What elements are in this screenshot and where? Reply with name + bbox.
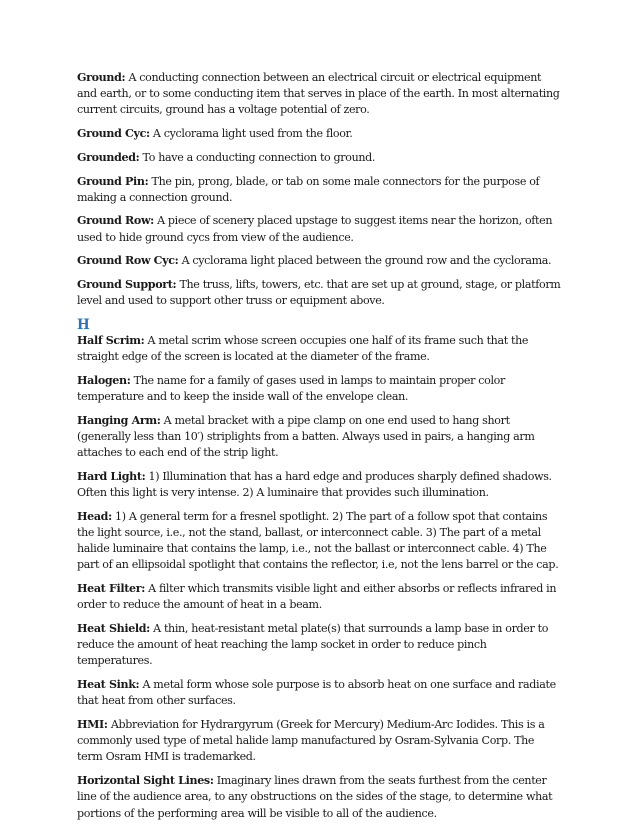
glossary-entry-hanging-arm: [77, 413, 561, 462]
entry-definition: A cyclorama light used from the floor.: [149, 127, 353, 141]
entry-definition: Abbreviation for Hydrargyrum (Greek for Mercury) Medium-Arc Iodides. This is a commonly used type of metal halide lamp manufactured by Osram-Sylvania Corp. The term Osram HMI is trademarked.: [77, 718, 545, 764]
entry-definition: The pin, prong, blade, or tab on some male connectors for the purpose of making a connection ground.: [77, 174, 540, 204]
entry-term: Head:: [77, 509, 112, 523]
glossary-entry-ground-row-cyc: [77, 253, 561, 269]
glossary-entry-horizontal-sight-lines: [77, 773, 561, 822]
glossary-entry-ground-pin: [77, 174, 561, 206]
entry-term: Ground Pin:: [77, 174, 149, 188]
entry-term: Ground Support:: [77, 278, 177, 292]
entry-term: Halogen:: [77, 373, 131, 387]
entry-term: Ground Row Cyc:: [77, 254, 179, 268]
section-heading-h: H: [77, 316, 90, 333]
entry-definition: To have a conducting connection to ground.: [139, 150, 376, 164]
glossary-entry-ground-support: [77, 277, 561, 309]
entry-definition: A piece of scenery placed upstage to suggest items near the horizon, often used to hide ground cycs from view of the audience.: [77, 214, 553, 244]
glossary-page: [77, 70, 561, 829]
entry-term: Ground Row:: [77, 214, 154, 228]
entry-definition: A conducting connection between an electrical circuit or electrical equipment and earth, or to some conducting item that serves in place of the earth. In most alternating current circuits, ground has a voltage potential of zero.: [77, 71, 560, 117]
glossary-entry-hard-light: [77, 469, 561, 501]
entry-term: Hard Light:: [77, 469, 146, 483]
glossary-entry-half-scrim: [77, 333, 561, 365]
entry-term: Heat Shield:: [77, 621, 150, 635]
glossary-entry-heat-sink: [77, 677, 561, 709]
entry-term: Heat Filter:: [77, 582, 145, 596]
glossary-entry-ground-cyc: [77, 126, 561, 142]
glossary-entry-ground: [77, 70, 561, 119]
entry-term: Hanging Arm:: [77, 413, 161, 427]
entry-definition: Imaginary lines drawn from the seats furthest from the center line of the audience area, to any obstructions on the sides of the stage, to determine what portions of the performing area will be visible to all of the audience.: [77, 774, 553, 820]
entry-definition: The truss, lifts, towers, etc. that are set up at ground, stage, or platform level and used to support other truss or equipment above.: [77, 278, 561, 308]
entry-definition: 1) Illumination that has a hard edge and produces sharply defined shadows. Often this light is very intense. 2) A luminaire that provides such illumination.: [77, 469, 552, 500]
entry-definition: A metal bracket with a pipe clamp on one end used to hang short (generally less than 10′) striplights from a batten. Always used in pairs, a hanging arm attaches to each end of the strip light.: [77, 413, 535, 460]
entry-definition: A thin, heat-resistant metal plate(s) that surrounds a lamp base in order to reduce the amount of heat reaching the lamp socket in order to reduce pinch temperatures.: [77, 621, 549, 668]
entry-definition: A filter which transmits visible light and either absorbs or reflects infrared in order to reduce the amount of heat in a beam.: [77, 582, 557, 612]
glossary-entry-head: [77, 509, 561, 574]
h-entries: [77, 333, 561, 822]
entry-term: Ground Cyc:: [77, 127, 150, 141]
glossary-entry-halogen: [77, 373, 561, 405]
g-entries: [77, 70, 561, 309]
glossary-entry-heat-filter: [77, 581, 561, 613]
entry-term: Ground:: [77, 71, 126, 84]
entry-definition: A cyclorama light placed between the ground row and the cyclorama.: [178, 254, 552, 268]
entry-term: Horizontal Sight Lines:: [77, 774, 214, 788]
glossary-entry-ground-row: [77, 213, 561, 245]
entry-term: Grounded:: [77, 150, 140, 164]
entry-definition: A metal scrim whose screen occupies one half of its frame such that the straight edge of the screen is located at the diameter of the frame.: [77, 333, 529, 364]
entry-definition: 1) A general term for a fresnel spotlight. 2) The part of a follow spot that contains the light source, i.e., not the stand, ballast, or interconnect cable. 3) The part of a metal halide luminaire that contains the lamp, i.e., not the ballast or interconnect cable. 4) The part of an ellipsoidal spotlight that contains the reflector, i.e, not the lens barrel or the cap.: [77, 509, 559, 572]
glossary-entry-grounded: [77, 150, 561, 166]
entry-definition: The name for a family of gases used in lamps to maintain proper color temperature and to keep the inside wall of the envelope clean.: [77, 373, 505, 404]
glossary-entry-heat-shield: [77, 621, 561, 670]
entry-definition: A metal form whose sole purpose is to absorb heat on one surface and radiate that heat from other surfaces.: [77, 678, 556, 708]
entry-term: Heat Sink:: [77, 678, 140, 692]
entry-term: Half Scrim:: [77, 333, 145, 347]
entry-term: HMI:: [77, 718, 108, 731]
glossary-entry-hmi: [77, 717, 561, 766]
